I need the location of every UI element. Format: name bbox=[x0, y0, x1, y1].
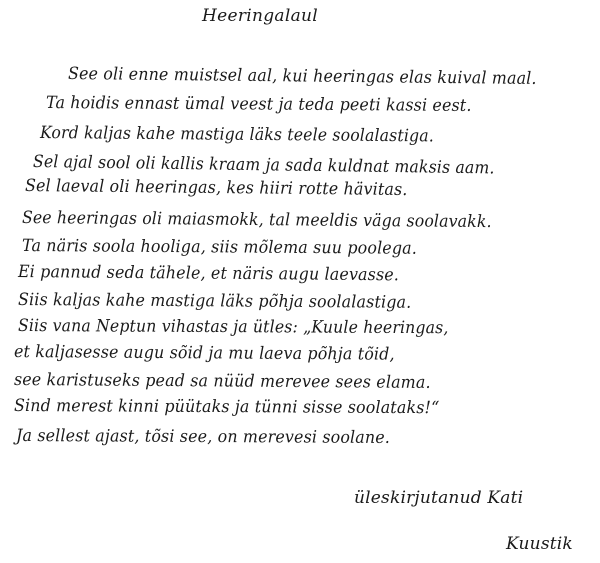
poem-title bbox=[0, 6, 600, 26]
poem-line-6: See heeringas oli maiasmokk, tal meeldis väga soolavakk. bbox=[21, 208, 492, 233]
signature-line-2: Kuustik bbox=[506, 534, 573, 554]
poem-line-4: Sel ajal sool oli kallis kraam ja sada kuldnat maksis aam. bbox=[32, 152, 495, 179]
poem-line-2: Ta hoidis ennast ümal veest ja teda peeti kassi eest. bbox=[45, 93, 472, 116]
poem-line-7: Ta näris soola hooliga, siis mõlema suu poolega. bbox=[21, 236, 418, 259]
poem-line-14: Ja sellest ajast, tõsi see, on merevesi soolane. bbox=[15, 426, 391, 448]
poem-line-13: Sind merest kinni püütaks ja tünni sisse soolataks!“ bbox=[13, 396, 440, 419]
poem-line-9: Siis kaljas kahe mastiga läks põhja soolalastiga. bbox=[17, 290, 412, 313]
poem-title-text: Heeringalaul bbox=[201, 6, 319, 26]
poem-line-5: Sel laeval oli heeringas, kes hiiri rotte hävitas. bbox=[24, 176, 408, 201]
poem-line-3: Kord kaljas kahe mastiga läks teele soolalastiga. bbox=[39, 123, 435, 147]
signature-line-1: üleskirjutanud Kati bbox=[354, 488, 524, 508]
poem-line-10: Siis vana Neptun vihastas ja ütles: „Kuule heeringas, bbox=[17, 316, 449, 339]
poem-line-1: See oli enne muistsel aal, kui heeringas elas kuival maal. bbox=[67, 64, 537, 89]
poem-line-8: Ei pannud seda tähele, et näris augu laevasse. bbox=[17, 262, 400, 286]
poem-line-12: see karistuseks pead sa nüüd merevee sees elama. bbox=[13, 370, 431, 393]
poem-line-11: et kaljasesse augu sõid ja mu laeva põhja tõid, bbox=[13, 342, 395, 365]
